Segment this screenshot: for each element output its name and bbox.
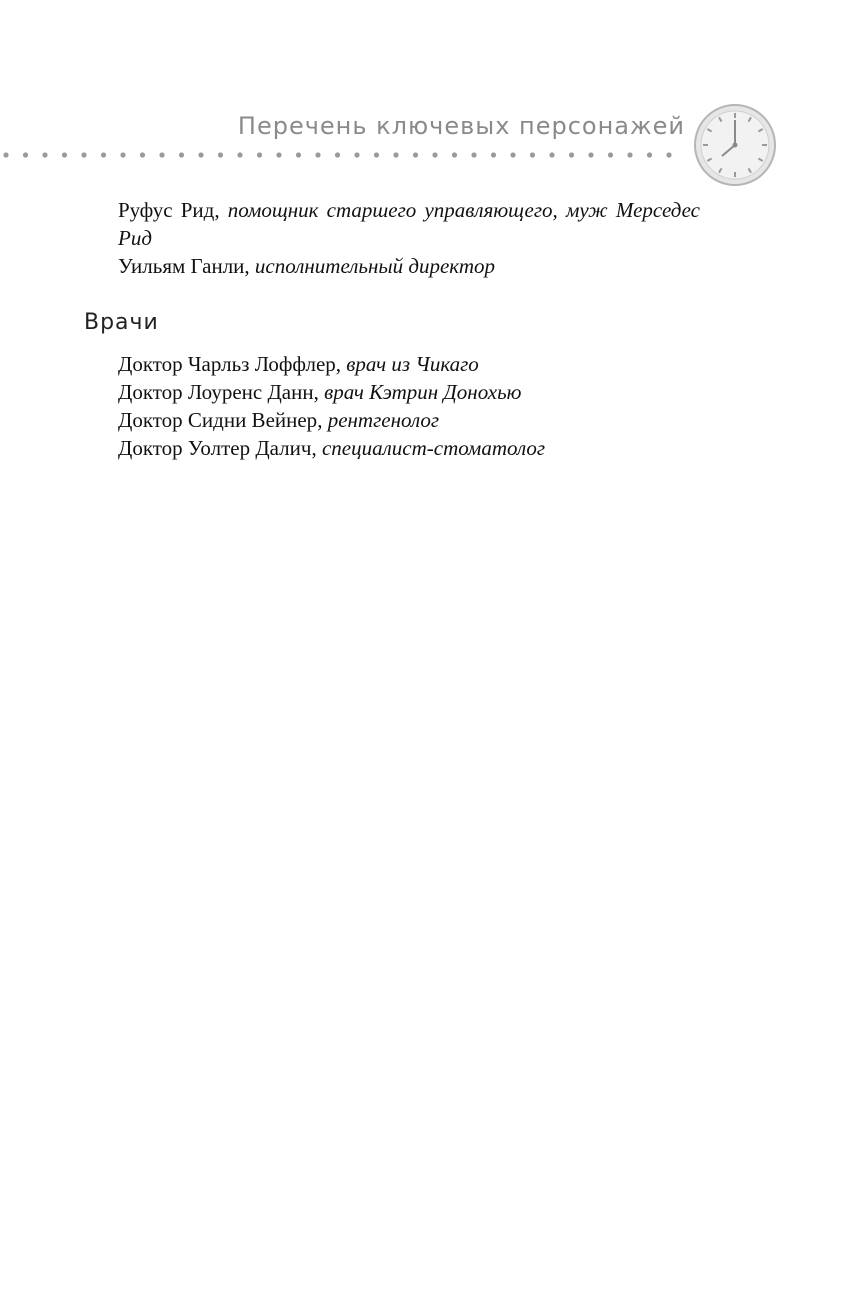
character-entry: Доктор Лоуренс Данн, врач Кэтрин Донохью xyxy=(118,380,522,404)
character-role: рентгенолог xyxy=(327,408,440,432)
character-name: Руфус Рид xyxy=(118,198,215,222)
section-title: Врачи xyxy=(84,310,159,335)
character-entry: Доктор Сидни Вейнер, рентгенолог xyxy=(118,408,440,432)
character-name: Доктор Сидни Вейнер xyxy=(118,408,318,432)
character-name: Доктор Уолтер Далич xyxy=(118,436,312,460)
character-name: Уильям Ганли xyxy=(118,254,245,278)
character-entry: Уильям Ганли, исполнительный директор xyxy=(118,254,496,278)
character-role: исполнительный директор xyxy=(254,254,496,278)
clock-icon xyxy=(690,100,780,190)
character-entry: Руфус Рид, помощник старшего управляющего, муж Мерседес Рид xyxy=(118,198,700,250)
character-role: врач из Чикаго xyxy=(346,352,479,376)
entries-doctors xyxy=(118,350,700,462)
character-role: специалист-стоматолог xyxy=(321,436,546,460)
running-title: Перечень ключевых персонажей xyxy=(237,112,685,140)
character-name: Доктор Лоуренс Данн xyxy=(118,380,314,404)
character-role: помощник старшего управляющего, муж Мерседес Рид xyxy=(118,198,700,250)
character-name: Доктор Чарльз Лоффлер xyxy=(118,352,336,376)
entries-top xyxy=(118,196,700,280)
character-entry: Доктор Чарльз Лоффлер, врач из Чикаго xyxy=(118,352,479,376)
character-role: врач Кэтрин Донохью xyxy=(324,380,522,404)
character-entry: Доктор Уолтер Далич, специалист-стоматолог xyxy=(118,436,546,460)
dotted-rule xyxy=(0,149,692,161)
